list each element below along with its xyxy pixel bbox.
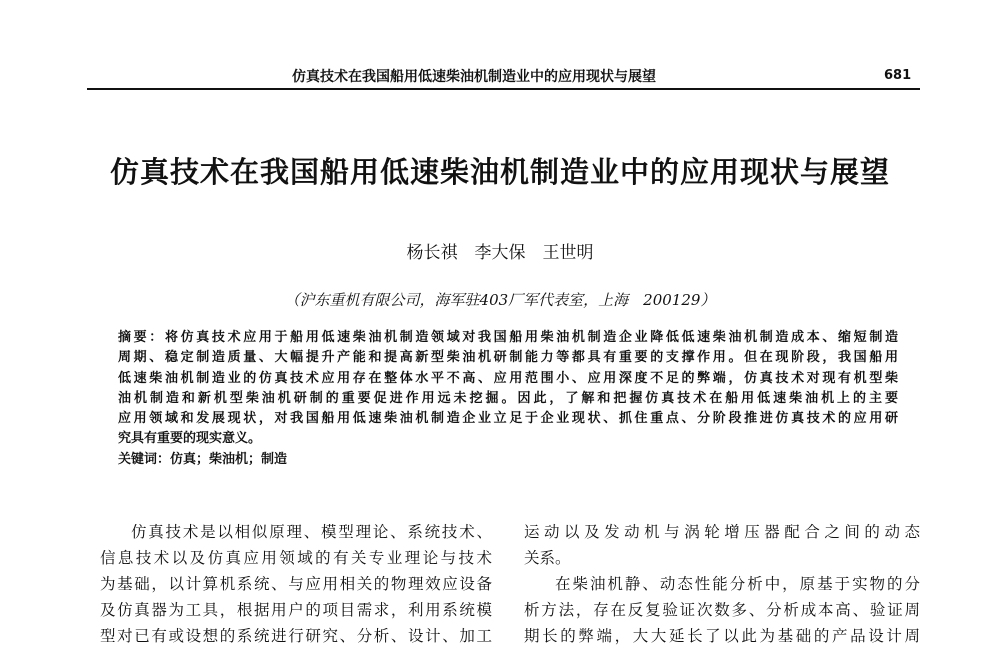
abstract-line: 低速柴油机制造业的仿真技术应用存在整体水平不高、应用范围小、应用深度不足的弊端，仿真技术对现有机型柴 [118,370,898,386]
body-line: 在柴油机静、动态性能分析中，原基于实物的分 [555,575,920,593]
authors: 杨长祺 李大保 王世明 [406,243,594,263]
abstract-line: 周期、稳定制造质量、大幅提升产能和提高新型柴油机研制能力等都具有重要的支撑作用。但在现阶段，我国船用 [118,350,898,366]
paper-title: 仿真技术在我国船用低速柴油机制造业中的应用现状与展望 [109,155,890,189]
body-line: 运动以及发动机与涡轮增压器配合之间的动态 [524,523,920,541]
body-line: 型对已有或设想的系统进行研究、分析、设计、加工 [100,627,492,645]
keywords: 关键词：仿真；柴油机；制造 [118,451,288,467]
abstract [118,328,898,470]
body-line: 仿真技术是以相似原理、模型理论、系统技术、 [131,523,492,541]
body-line: 期长的弊端，大大延长了以此为基础的产品设计周 [524,627,920,645]
abstract-line: 摘要：将仿真技术应用于船用低速柴油机制造领域对我国船用柴油机制造企业降低低速柴油机制造成本、缩短制造 [118,330,898,345]
body-line: 及仿真器为工具，根据用户的项目需求，利用系统模 [100,601,492,619]
body-right-column [524,519,920,649]
abstract-line: 应用领域和发展现状，对我国船用低速柴油机制造企业立足于企业现状、抓住重点、分阶段推进仿真技术的应用研 [118,411,898,427]
body-line: 析方法，存在反复验证次数多、分析成本高、验证周 [524,601,920,619]
body-line: 关系。 [524,549,571,567]
body-line: 信息技术以及仿真应用领域的有关专业理论与技术 [100,549,492,567]
body-left-column [100,519,492,649]
page-number: 681 [884,68,912,83]
affiliation: （沪东重机有限公司，海军驻403厂军代表室，上海 200129） [284,291,716,309]
abstract-line: 油机制造和新机型柴油机研制的重要促进作用远未挖掘。因此，了解和把握仿真技术在船用低速柴油机上的主要 [118,390,898,406]
running-header-title: 仿真技术在我国船用低速柴油机制造业中的应用现状与展望 [292,69,656,85]
header-rule [87,88,920,90]
abstract-line: 究具有重要的现实意义。 [118,431,262,447]
body-line: 为基础，以计算机系统、与应用相关的物理效应设备 [100,575,492,593]
